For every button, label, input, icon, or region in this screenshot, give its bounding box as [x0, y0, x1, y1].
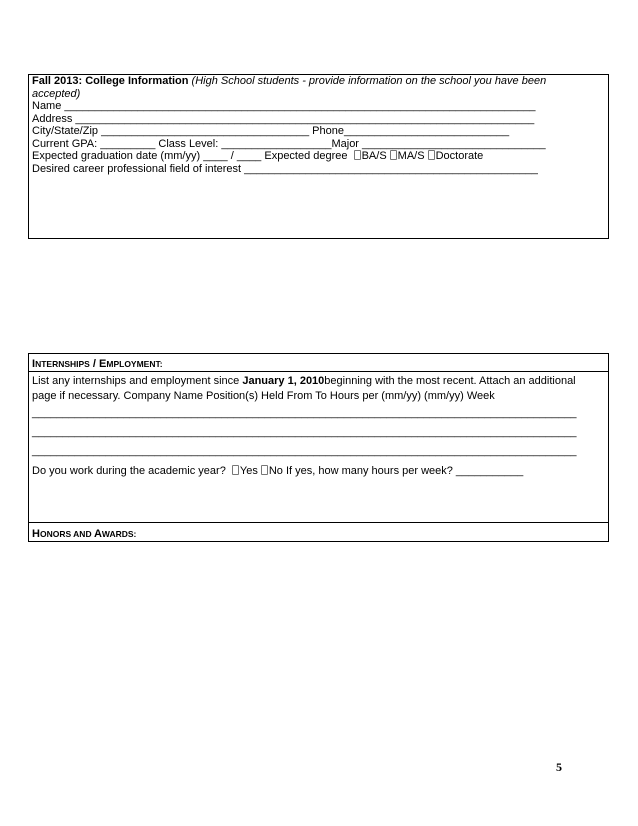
- career-field[interactable]: Desired career professional field of interest ________________________________________________: [32, 162, 538, 175]
- college-heading-line: [29, 75, 608, 88]
- internships-instructions-cont: page if necessary. Company Name Position(s) Held From To Hours per (mm/yy) (mm/yy) Week: [32, 390, 495, 402]
- graduation-degree-label[interactable]: Expected graduation date (mm/yy) ____ / ____ Expected degree: [32, 150, 351, 162]
- checkbox-icon[interactable]: [232, 465, 239, 475]
- college-heading-note-cont: accepted): [32, 87, 81, 100]
- degree-option-doctorate: Doctorate: [435, 150, 484, 162]
- honors-awards-heading: HONORS AND AWARDS:: [29, 522, 608, 542]
- checkbox-icon[interactable]: [261, 465, 268, 475]
- degree-option-ba: BA/S: [361, 150, 387, 162]
- checkbox-icon[interactable]: [354, 150, 361, 160]
- city-phone-field[interactable]: City/State/Zip __________________________________ Phone___________________________: [32, 125, 510, 137]
- gpa-class-major-field[interactable]: Current GPA: _________ Class Level: __________________Major ______________________________: [32, 137, 546, 150]
- name-field[interactable]: Name _____________________________________________________________________________: [32, 100, 536, 112]
- checkbox-icon[interactable]: [428, 150, 435, 160]
- graduation-degree-row: [29, 150, 608, 163]
- employment-entry-line[interactable]: _________________________________________________________________________________________: [32, 445, 577, 457]
- option-no-hours[interactable]: No If yes, how many hours per week? ___________: [268, 465, 524, 477]
- employment-entry-line[interactable]: _________________________________________________________________________________________: [32, 426, 577, 438]
- college-heading-note: (High School students - provide information on the school you have been: [188, 75, 547, 87]
- page-number: 5: [556, 760, 562, 774]
- work-during-year-row: Do you work during the academic year? Yes No If yes, how many hours per week? ___________: [32, 465, 524, 477]
- checkbox-icon[interactable]: [390, 150, 397, 160]
- internships-heading: INTERNSHIPS / EMPLOYMENT:: [29, 354, 608, 372]
- internships-section: [28, 353, 609, 542]
- employment-entry-line[interactable]: _________________________________________________________________________________________: [32, 407, 577, 419]
- college-information-section: [28, 74, 609, 239]
- degree-option-ma: MA/S: [397, 150, 425, 162]
- option-yes: Yes: [239, 465, 258, 477]
- address-field[interactable]: Address ___________________________________________________________________________: [32, 112, 535, 125]
- internships-instructions: List any internships and employment since January 1, 2010beginning with the most recent. Attach an additional: [32, 375, 576, 387]
- college-heading: Fall 2013: College Information: [32, 75, 189, 87]
